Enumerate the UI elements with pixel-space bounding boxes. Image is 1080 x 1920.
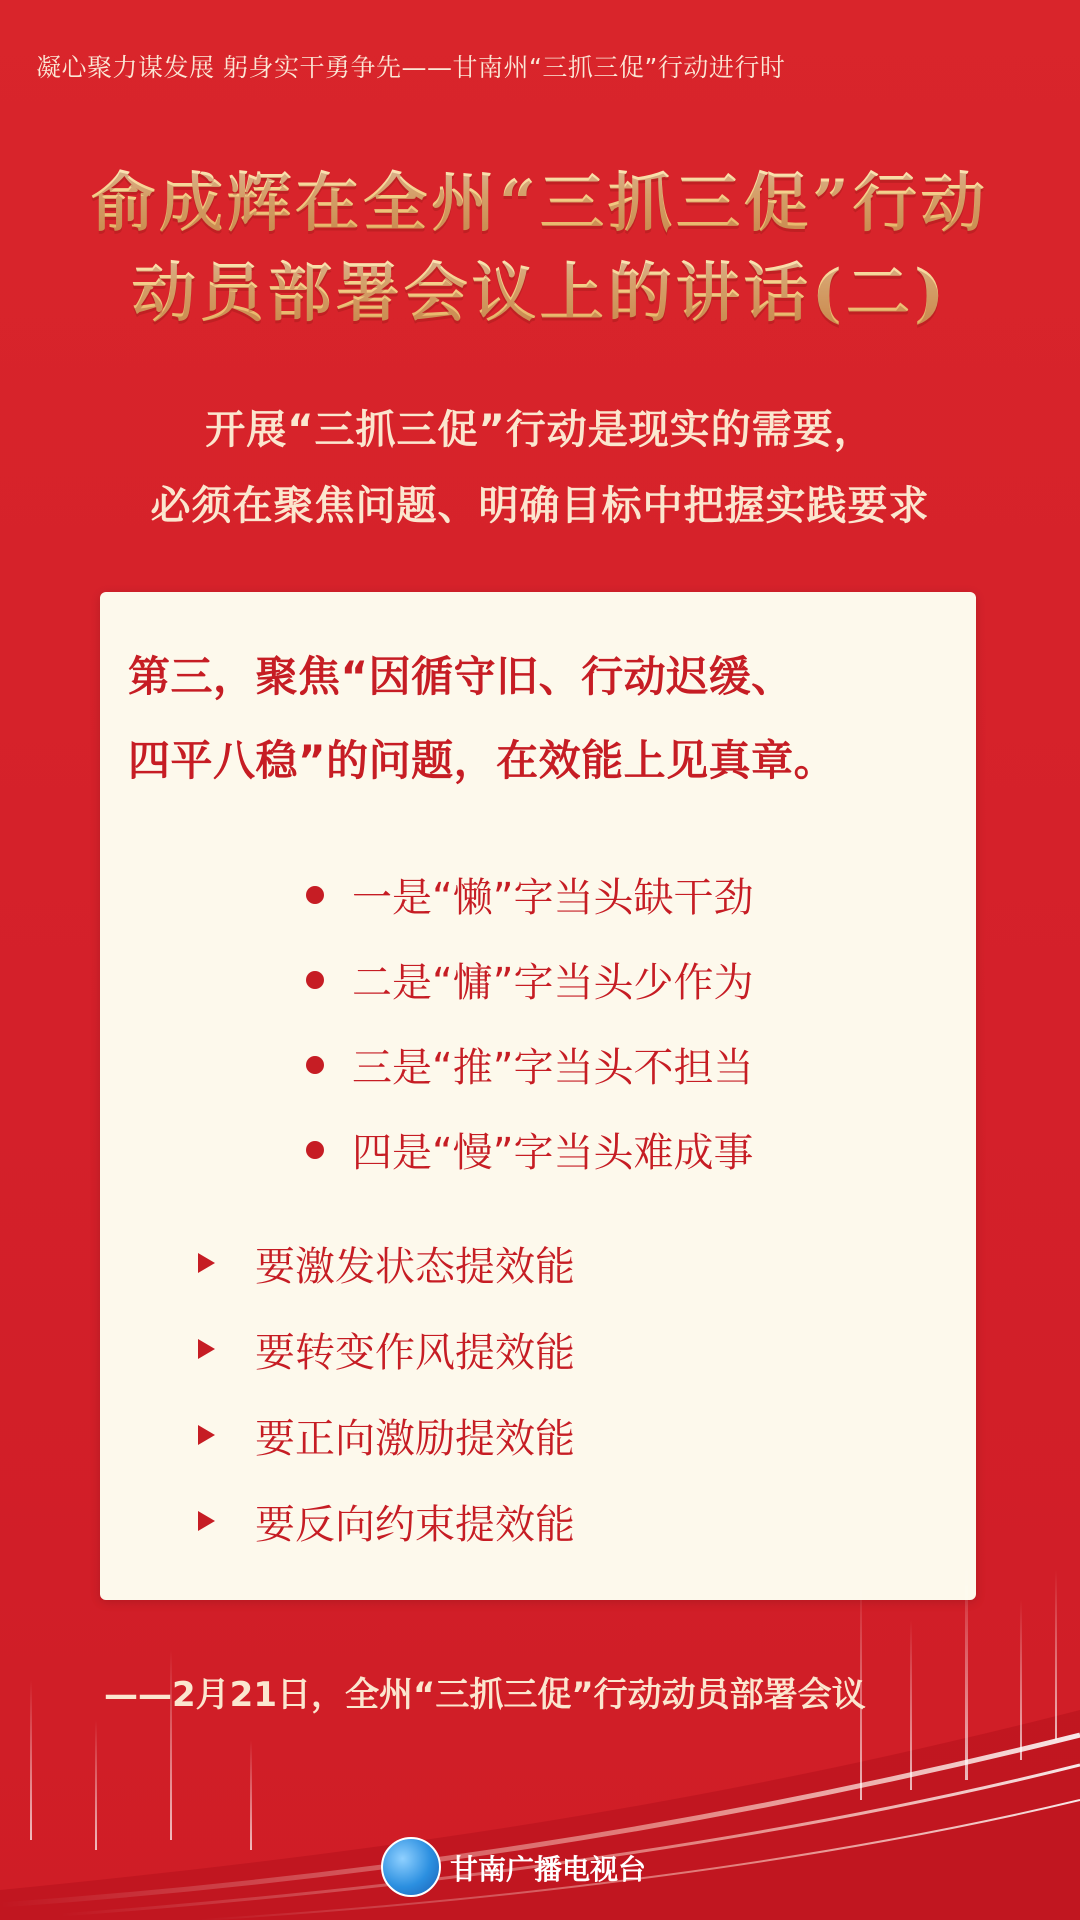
- problem-list: [306, 852, 753, 1192]
- broadcaster-name: 甘南广播电视台: [450, 1853, 647, 1886]
- bullet-dot-icon: [306, 1141, 324, 1159]
- problem-text: 二是“慵”字当头少作为: [352, 960, 754, 1006]
- card-heading-line2: 四平八稳”的问题，在效能上见真章。: [128, 736, 837, 785]
- subtitle-line2: 必须在聚焦问题、明确目标中把握实践要求: [150, 483, 930, 529]
- card-heading-line1: 第三，聚焦“因循守旧、行动迟缓、: [128, 652, 794, 701]
- triangle-bullet-icon: [198, 1425, 215, 1445]
- bullet-dot-icon: [306, 886, 324, 904]
- page-title-line1: 俞成辉在全州“三抓三促”行动: [0, 152, 1080, 244]
- problem-text: 四是“慢”字当头难成事: [352, 1130, 754, 1176]
- problem-text: 三是“推”字当头不担当: [352, 1045, 754, 1091]
- measure-text: 要转变作风提效能: [255, 1329, 575, 1376]
- page-title-line2: 动员部署会议上的讲话(二): [0, 242, 1080, 334]
- measure-text: 要反向约束提效能: [255, 1501, 575, 1548]
- measure-item: [198, 1220, 575, 1306]
- triangle-bullet-icon: [198, 1253, 215, 1273]
- content-card: [100, 592, 976, 1600]
- footnote: ——2月21日，全州“三抓三促”行动动员部署会议: [104, 1675, 866, 1715]
- problem-item: [306, 937, 753, 1022]
- measure-item: [198, 1306, 575, 1392]
- measure-item: [198, 1478, 575, 1564]
- measure-text: 要正向激励提效能: [255, 1415, 575, 1462]
- bullet-dot-icon: [306, 971, 324, 989]
- problem-item: [306, 1107, 753, 1192]
- problem-text: 一是“懒”字当头缺干劲: [352, 875, 754, 921]
- broadcast-logo-icon: [381, 1837, 441, 1897]
- top-banner: 凝心聚力谋发展 躬身实干勇争先——甘南州“三抓三促”行动进行时: [36, 53, 786, 82]
- measure-text: 要激发状态提效能: [255, 1243, 575, 1290]
- measure-list: [198, 1220, 575, 1564]
- measure-item: [198, 1392, 575, 1478]
- bullet-dot-icon: [306, 1056, 324, 1074]
- subtitle-line1: 开展“三抓三促”行动是现实的需要，: [205, 407, 875, 453]
- triangle-bullet-icon: [198, 1511, 215, 1531]
- problem-item: [306, 852, 753, 937]
- problem-item: [306, 1022, 753, 1107]
- triangle-bullet-icon: [198, 1339, 215, 1359]
